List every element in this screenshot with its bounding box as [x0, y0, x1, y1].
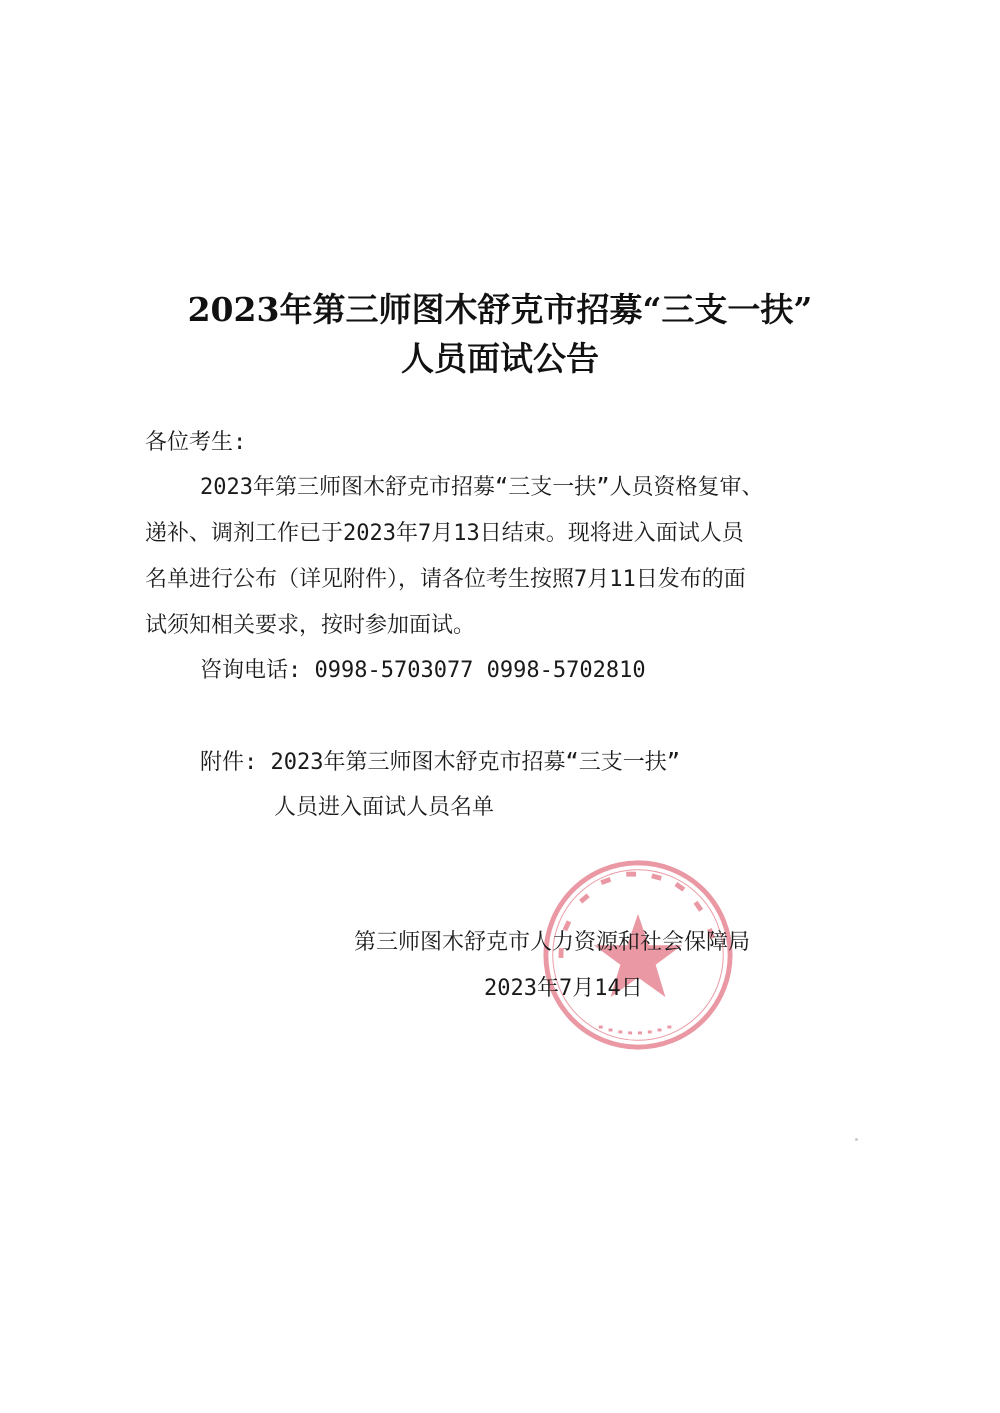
paragraph-line-4: 试须知相关要求，按时参加面试。: [145, 613, 476, 638]
attachment-line-2: 人员进入面试人员名单: [274, 795, 495, 820]
paragraph-line-3: 名单进行公布（详见附件），请各位考生按照7月11日发布的面: [145, 567, 746, 592]
attachment-line-1: 附件: 2023年第三师图木舒克市招募“三支一扶”: [200, 750, 680, 775]
document-title-line-2: 人员面试公告: [401, 339, 599, 378]
paragraph-line-1: 2023年第三师图木舒克市招募“三支一扶”人员资格复审、: [200, 475, 764, 500]
contact-phone: 咨询电话: 0998-5703077 0998-5702810: [200, 658, 646, 683]
salutation: 各位考生:: [145, 430, 247, 455]
paragraph-line-2: 递补、调剂工作已于2023年7月13日结束。现将进入面试人员: [145, 521, 744, 546]
issuing-authority: 第三师图木舒克市人力资源和社会保障局: [354, 930, 751, 955]
scan-speck: [855, 1138, 858, 1141]
document-title-line-1: 2023年第三师图木舒克市招募“三支一扶”: [187, 290, 813, 329]
issue-date: 2023年7月14日: [484, 976, 643, 1001]
